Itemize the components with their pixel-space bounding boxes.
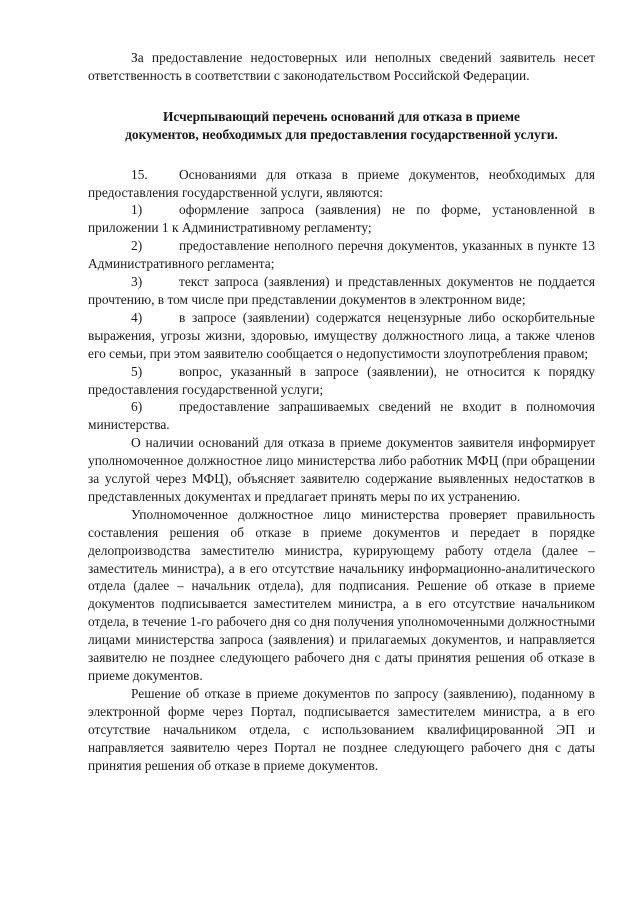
- list-item-text: предоставление запрашиваемых сведений не входит в полномочия министерства.: [88, 399, 595, 433]
- list-item: [88, 273, 595, 309]
- body-paragraph: Уполномоченное должностное лицо министерства проверяет правильность составления решения об отказе в приеме документов и передает в порядке делопроизводства заместителю министра, курирующему работу отдела (далее – заместитель министра), а в его отсутствие начальнику информационно-аналитического отдела (далее – начальник отдела), для подписания. Решение об отказе в приеме документов подписывается заместителем министра, а в его отсутствие начальником отдела, в течение 1-го рабочего дня со дня получения уполномоченными должностными лицами министерства запроса (заявления) и прилагаемых документов, и направляется заявителю не позднее следующего рабочего дня с даты принятия решения об отказе в приеме документов.: [88, 506, 595, 683]
- clause-number: 15.: [131, 166, 148, 182]
- list-item-number: 3): [131, 274, 143, 290]
- list-item-text: вопрос, указанный в запросе (заявлении), не относится к порядку предоставления государственной услуги;: [88, 363, 595, 397]
- list-item-number: 2): [131, 238, 143, 254]
- body-paragraph: Решение об отказе в приеме документов по запросу (заявлению), поданному в электронной форме через Портал, подписывается заместителем министра, а в его отсутствие начальником отдела, с использованием квалифицированной ЭП и направляется заявителю через Портал не позднее следующего рабочего дня с даты принятия решения об отказе в приеме документов.: [88, 685, 595, 773]
- list-item: [88, 398, 595, 434]
- list-item-number: 4): [131, 309, 143, 325]
- section-heading: [88, 108, 595, 144]
- list-item: [88, 237, 595, 273]
- list-item-text: текст запроса (заявления) и представленных документов не поддается прочтению, в том числе при представлении документов в электронном виде;: [88, 274, 595, 307]
- list-item-number: 5): [131, 363, 143, 379]
- list-item-number: 1): [131, 202, 143, 218]
- clause-lead: Основаниями для отказа в приеме документов, необходимых для предоставления государственной услуги, являются:: [88, 166, 595, 200]
- list-item-text: в запросе (заявлении) содержатся нецензурные либо оскорбительные выражения, угрозы жизни, здоровью, имуществу должностного лица, а также членов его семьи, при этом заявителю сообщается о недопустимости злоупотребления правом;: [88, 309, 595, 361]
- list-item: [88, 363, 595, 399]
- heading-line-1: Исчерпывающий перечень оснований для отказа в приеме: [162, 108, 520, 124]
- list-item-text: предоставление неполного перечня документов, указанных в пункте 13 Административного регламента;: [88, 238, 595, 272]
- list-item: [88, 201, 595, 237]
- body-paragraph: О наличии оснований для отказа в приеме документов заявителя информирует уполномоченное должностное лицо министерства либо работник МФЦ (при обращении за услугой через МФЦ), объясняет заявителю содержание выявленных недостатков в представленных документах и предлагает принять меры по их устранению.: [88, 435, 595, 504]
- list-item-number: 6): [131, 399, 143, 415]
- list-item-text: оформление запроса (заявления) не по форме, установленной в приложении 1 к Административному регламенту;: [88, 202, 595, 236]
- clause-15: [88, 166, 595, 202]
- intro-paragraph: За предоставление недостоверных или неполных сведений заявитель несет ответственность в соответствии с законодательством Российской Федерации.: [88, 50, 595, 83]
- heading-line-2: документов, необходимых для предоставления государственной услуги.: [125, 126, 558, 142]
- list-item: [88, 309, 595, 363]
